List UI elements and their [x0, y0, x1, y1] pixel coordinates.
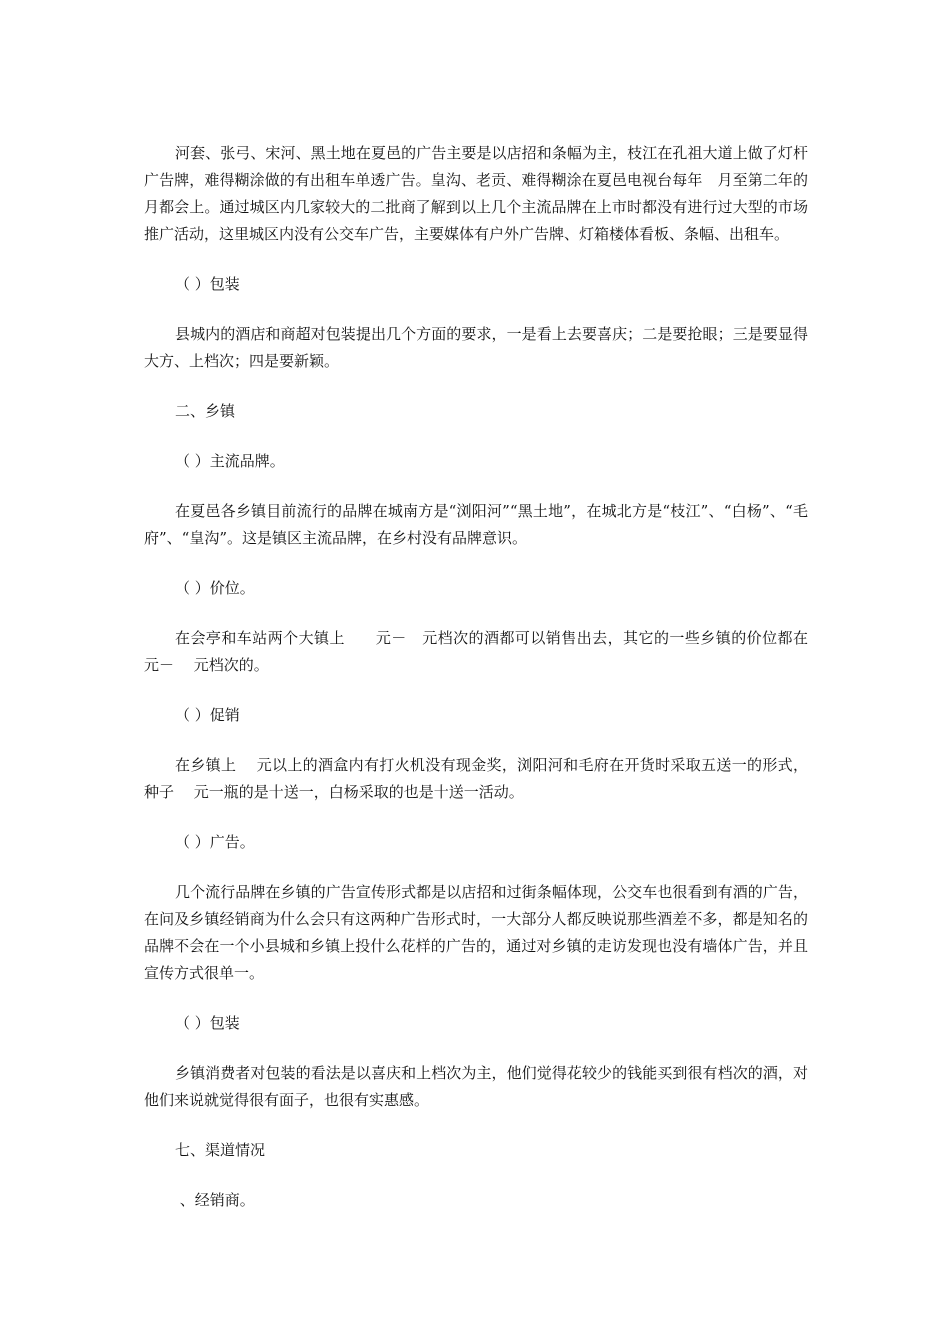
subheading-distributors: 、经销商。: [175, 1191, 255, 1209]
paragraph-gap: [144, 729, 808, 752]
document-body: [144, 140, 824, 1214]
section-heading-towns: 二、乡镇: [175, 402, 236, 420]
section-heading-channels: 七、渠道情况: [175, 1141, 266, 1159]
subheading-price: （ ）价位。: [175, 579, 255, 597]
subheading-main-brands: （ ）主流品牌。: [175, 452, 285, 470]
paragraph-gap: [144, 248, 808, 271]
paragraph-town-packaging: 乡镇消费者对包装的看法是以喜庆和上档次为主，他们觉得花较少的钱能买到很有档次的酒，对他们来说就觉得很有面子，也很有实惠感。: [144, 1064, 808, 1109]
paragraph-city-packaging: 县城内的酒店和商超对包装提出几个方面的要求，一是看上去要喜庆；二是要抢眼；三是要显得大方、上档次；四是要新颖。: [144, 325, 808, 370]
paragraph-gap: [144, 1164, 808, 1187]
paragraph-city-advertising: 河套、张弓、宋河、黑土地在夏邑的广告主要是以店招和条幅为主，枝江在孔祖大道上做了灯杆广告牌，难得糊涂做的有出租车单透广告。皇沟、老贡、难得糊涂在夏邑电视台每年 月至第二年的 月都会上。通过城区内几家较大的二批商了解到以上几个主流品牌在上市时都没有进行过大型的市场推广活动，这里城区内没有公交车广告，主要媒体有户外广告牌、灯箱楼体看板、条幅、出租车。: [144, 144, 824, 243]
paragraph-main-brands: 在夏邑各乡镇目前流行的品牌在城南方是“浏阳河”“黑土地”，在城北方是“枝江”、“白杨”、“毛府”、“皇沟”。这是镇区主流品牌，在乡村没有品牌意识。: [144, 502, 808, 547]
paragraph-gap: [144, 375, 808, 398]
paragraph-gap: [144, 552, 808, 575]
paragraph-gap: [144, 1114, 808, 1137]
paragraph-gap: [144, 1037, 808, 1060]
paragraph-gap: [144, 987, 808, 1010]
paragraph-gap: [144, 602, 808, 625]
subheading-advertising: （ ）广告。: [175, 833, 255, 851]
paragraph-promotion: 在乡镇上 元以上的酒盒内有打火机没有现金奖，浏阳河和毛府在开货时采取五送一的形式，种子 元一瓶的是十送一，白杨采取的也是十送一活动。: [144, 756, 808, 801]
subheading-town-packaging: （ ）包装: [175, 1014, 240, 1032]
paragraph-town-advertising: 几个流行品牌在乡镇的广告宣传形式都是以店招和过街条幅体现，公交车也很看到有酒的广告，在问及乡镇经销商为什么会只有这两种广告形式时，一大部分人都反映说那些酒差不多，都是知名的品牌不会在一个小县城和乡镇上投什么花样的广告的，通过对乡镇的走访发现也没有墙体广告，并且宣传方式很单一。: [144, 883, 808, 982]
paragraph-gap: [144, 475, 808, 498]
paragraph-gap: [144, 806, 808, 829]
paragraph-gap: [144, 425, 808, 448]
paragraph-gap: [144, 856, 808, 879]
paragraph-gap: [144, 679, 808, 702]
subheading-city-packaging: （ ）包装: [175, 275, 240, 293]
paragraph-price: 在会亭和车站两个大镇上 元－ 元档次的酒都可以销售出去，其它的一些乡镇的价位都在 元－ 元档次的。: [144, 629, 824, 674]
paragraph-gap: [144, 298, 808, 321]
subheading-promotion: （ ）促销: [175, 706, 240, 724]
